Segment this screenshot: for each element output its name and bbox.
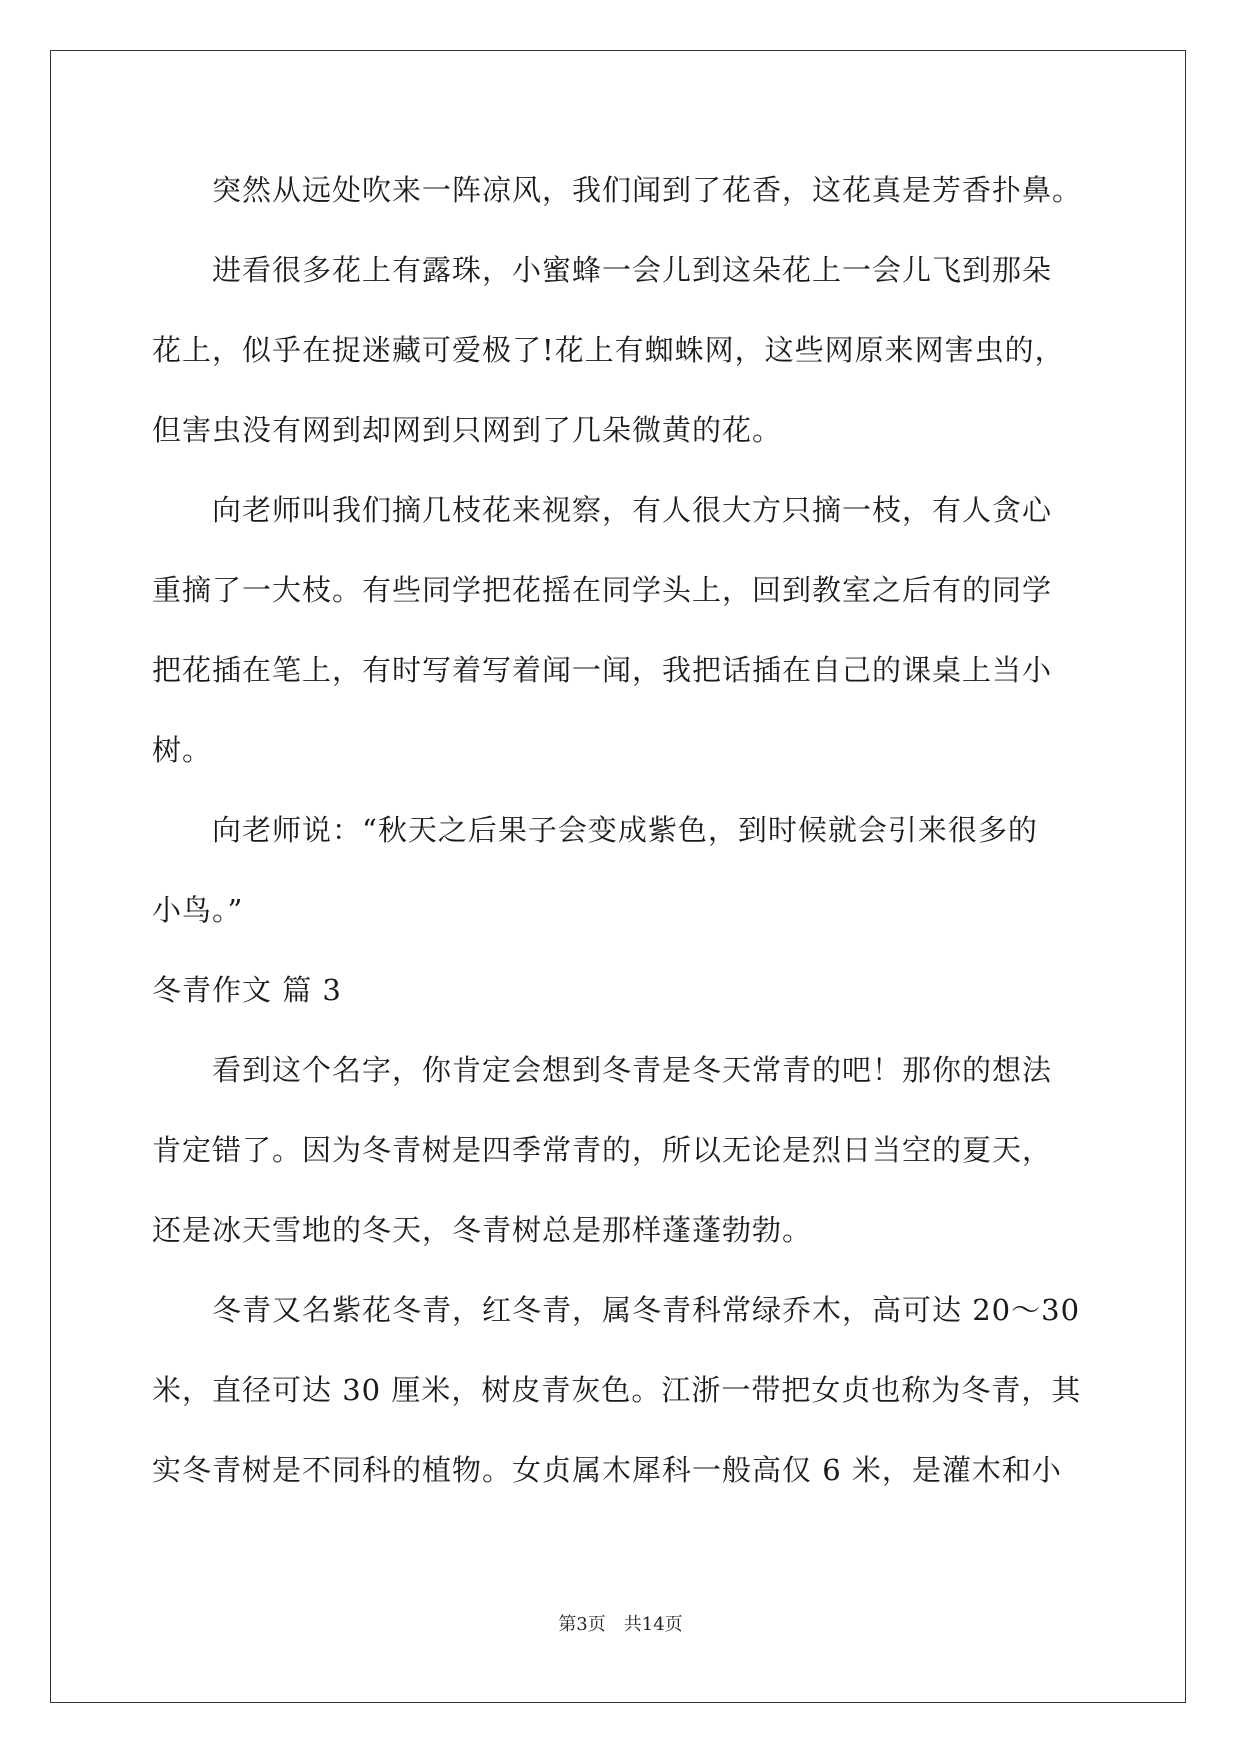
- text-line: 向老师叫我们摘几枝花来视察，有人很大方只摘一枝，有人贪心: [212, 493, 1053, 527]
- text-line: 肯定错了。因为冬青树是四季常青的，所以无论是烈日当空的夏天，: [152, 1133, 1053, 1167]
- text-line: 米，直径可达 30 厘米，树皮青灰色。江浙一带把女贞也称为冬青，其: [152, 1373, 1082, 1407]
- text-line: 向老师说：“秋天之后果子会变成紫色，到时候就会引来很多的: [212, 813, 1038, 847]
- text-line: 但害虫没有网到却网到只网到了几朵微黄的花。: [152, 413, 783, 447]
- text-line: 冬青又名紫花冬青，红冬青，属冬青科常绿乔木，高可达 20～30: [212, 1293, 1081, 1327]
- text-line: 还是冰天雪地的冬天，冬青树总是那样蓬蓬勃勃。: [152, 1213, 813, 1247]
- document-body: [152, 160, 1087, 1520]
- page-number: 第3页: [558, 1614, 606, 1635]
- section-heading: 冬青作文 篇 3: [152, 973, 342, 1007]
- text-line: 看到这个名字，你肯定会想到冬青是冬天常青的吧！那你的想法: [212, 1053, 1053, 1087]
- text-line: 突然从远处吹来一阵凉风，我们闻到了花香，这花真是芳香扑鼻。: [212, 173, 1083, 207]
- text-line: 小鸟。”: [152, 893, 244, 927]
- text-line: 重摘了一大枝。有些同学把花摇在同学头上，回到教室之后有的同学: [152, 573, 1053, 607]
- text-line: 实冬青树是不同科的植物。女贞属木犀科一般高仅 6 米，是灌木和小: [152, 1453, 1062, 1487]
- page-footer: [0, 1610, 1241, 1636]
- text-line: 把花插在笔上，有时写着写着闻一闻，我把话插在自己的课桌上当小: [152, 653, 1053, 687]
- text-line: 进看很多花上有露珠，小蜜蜂一会儿到这朵花上一会儿飞到那朵: [212, 253, 1053, 287]
- text-line: 花上，似乎在捉迷藏可爱极了!花上有蜘蛛网，这些网原来网害虫的，: [152, 333, 1065, 367]
- page-total: 共14页: [623, 1614, 683, 1635]
- text-line: 树。: [152, 733, 213, 767]
